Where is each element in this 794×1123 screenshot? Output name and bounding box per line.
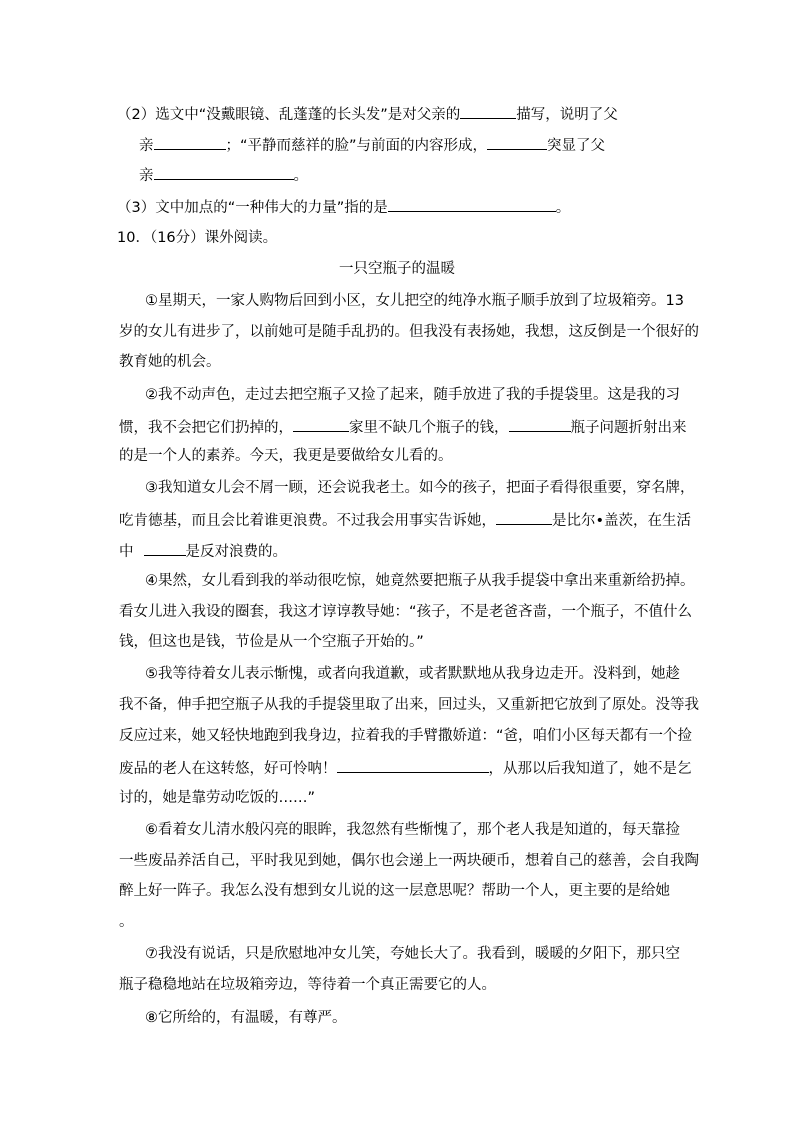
answer-blank[interactable]: [144, 540, 186, 556]
paragraph-text: 中: [119, 544, 134, 560]
paragraph-1-line: 岁的女儿有进步了，以前她可是随手乱扔的。但我没有表扬她，我想，这反倒是一个很好的: [119, 324, 699, 340]
paragraph-6-line: 一些废品养活自己，平时我见到她，偶尔也会递上一两块硬币，想着自己的慈善，会自我陶: [119, 853, 699, 869]
paragraph-text: 废品的老人在这转悠，好可怜呐！: [119, 761, 337, 777]
passage-title: 一只空瓶子的温暖: [339, 261, 455, 277]
paragraph-5-line: 我不备，伸手把空瓶子从我的手提袋里取了出来，回过头，又重新把它放到了原处。没等我: [119, 697, 699, 713]
answer-blank[interactable]: [337, 757, 489, 773]
q3-line: [117, 196, 570, 218]
answer-blank[interactable]: [509, 416, 571, 432]
paragraph-1-line: 教育她的机会。: [119, 354, 221, 370]
paragraph-2-line: ②我不动声色，走过去把空瓶子又捡了起来，随手放进了我的手提袋里。这是我的习: [145, 387, 680, 403]
paragraph-7-line: 瓶子稳稳地站在垃圾箱旁边，等待着一个真正需要它的人。: [119, 977, 496, 993]
answer-blank[interactable]: [460, 103, 516, 119]
paragraph-4-line: 看女儿进入我设的圈套，我这才谆谆教导她：“孩子，不是老爸吝啬，一个瓶子，不值什么: [119, 604, 693, 620]
paragraph-5-line: [119, 757, 692, 779]
paragraph-text: 吃肯德基，而且会比着谁更浪费。不过我会用事实告诉她，: [119, 513, 496, 529]
q2-text: 亲: [139, 168, 154, 184]
paragraph-text: ，从那以后我知道了，她不是乞: [488, 761, 692, 777]
q2-text: （2）选文中“没戴眼镜、乱蓬蓬的长头发”是对父亲的: [117, 107, 461, 123]
q2-text: 亲: [139, 138, 154, 154]
paragraph-text: 惯，我不会把它们扔掉的，: [119, 420, 293, 436]
paragraph-7-line: ⑦我没有说话，只是欣慰地冲女儿笑，夸她长大了。我看到，暖暖的夕阳下，那只空: [145, 946, 680, 962]
question-10-header: 10．（16分）课外阅读。: [117, 230, 278, 246]
paragraph-2-line: [119, 416, 687, 438]
answer-blank[interactable]: [154, 164, 294, 180]
answer-blank[interactable]: [154, 134, 226, 150]
paragraph-4-line: 钱，但这也是钱，节俭是从一个空瓶子开始的。”: [119, 634, 424, 650]
q2-text: 突显了父: [547, 138, 606, 154]
paragraph-5-line: 反应过来，她又轻快地跑到我身边，拉着我的手臂撒娇道：“爸，咱们小区每天都有一个捡: [119, 728, 693, 744]
q3-text: （3）文中加点的“一种伟大的力量”指的是: [117, 200, 388, 216]
paragraph-5-line: ⑤我等待着女儿表示惭愧，或者向我道歉，或者默默地从我身边走开。没料到，她趁: [145, 666, 680, 682]
paragraph-text: 是反对浪费的。: [185, 544, 287, 560]
answer-blank[interactable]: [487, 134, 547, 150]
paragraph-8-line: ⑧它所给的，有温暖，有尊严。: [145, 1010, 347, 1026]
q2-line-1: [117, 103, 618, 125]
answer-blank[interactable]: [388, 196, 556, 212]
paragraph-text: 瓶子问题折射出来: [570, 420, 687, 436]
paragraph-3-line: [119, 509, 691, 531]
q3-text: 。: [555, 200, 571, 216]
paragraph-5-line: 讨的，她是靠劳动吃饭的……”: [119, 790, 316, 806]
answer-blank[interactable]: [293, 416, 349, 432]
q2-text: 。: [293, 168, 308, 184]
paragraph-2-line: 的是一个人的素养。今天，我更是要做给女儿看的。: [119, 448, 453, 464]
q2-text: ；“平静而慈祥的脸”与前面的内容形成，: [225, 138, 488, 154]
paragraph-6-line: 醉上好一阵子。我怎么没有想到女儿说的这一层意思呢？帮助一个人，更主要的是给她: [119, 883, 670, 899]
paragraph-3-line: ③我知道女儿会不屑一顾，还会说我老土。如今的孩子，把面子看得很重要，穿名牌，: [145, 480, 695, 496]
q2-line-2: [139, 134, 605, 156]
paragraph-1-line: ①星期天，一家人购物后回到小区，女儿把空的纯净水瓶子顺手放到了垃圾箱旁。13: [145, 293, 684, 309]
paragraph-6-line: 。: [119, 914, 134, 930]
paragraph-3-line: [119, 540, 287, 562]
q2-text: 描写，说明了父: [516, 107, 618, 123]
q2-line-3: [139, 164, 308, 186]
paragraph-text: 家里不缺几个瓶子的钱，: [349, 420, 509, 436]
answer-blank[interactable]: [496, 509, 552, 525]
paragraph-6-line: ⑥看着女儿清水般闪亮的眼眸，我忽然有些惭愧了，那个老人我是知道的，每天靠捡: [145, 822, 680, 838]
paragraph-text: 是比尔•盖茨，在生活: [552, 513, 692, 529]
paragraph-4-line: ④果然，女儿看到我的举动很吃惊，她竟然要把瓶子从我手提袋中拿出来重新给扔掉。: [145, 573, 695, 589]
